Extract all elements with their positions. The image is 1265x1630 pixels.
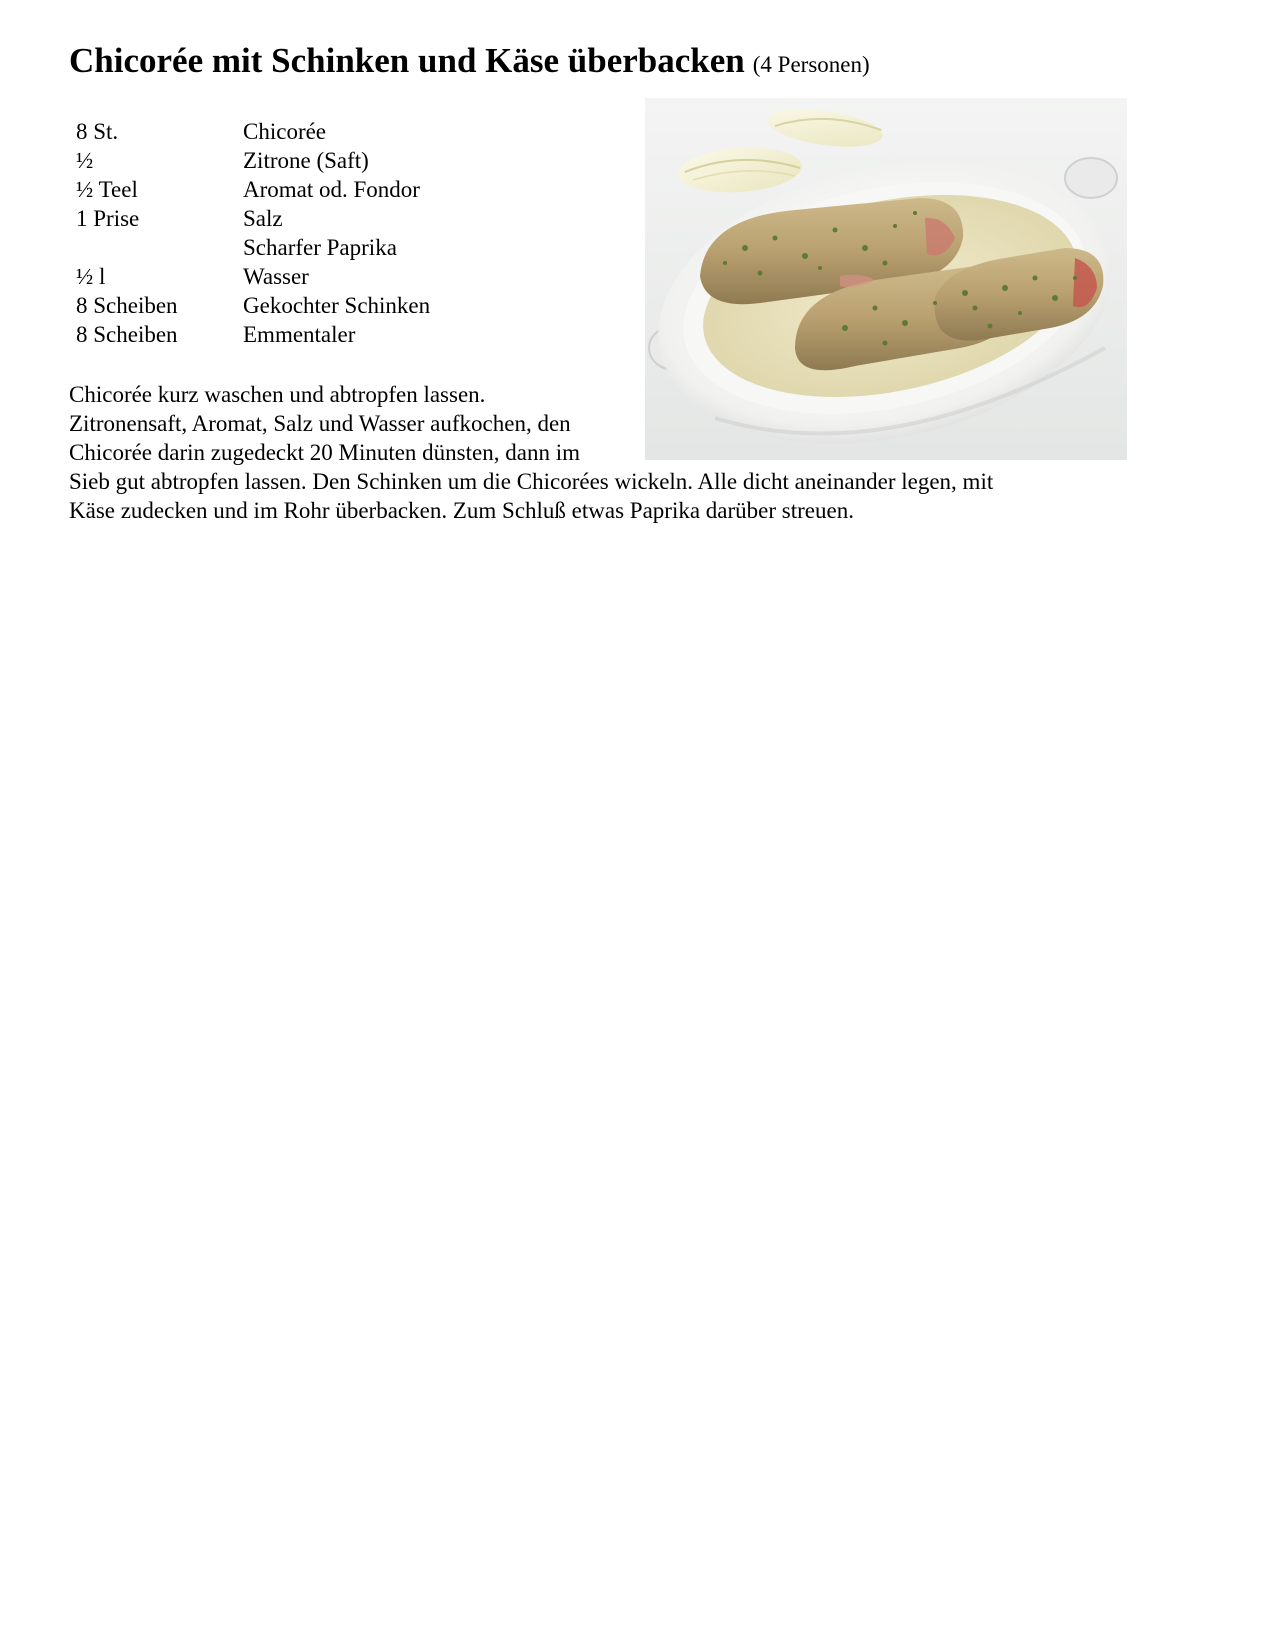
ingredient-quantity: ½ l xyxy=(76,264,106,289)
instruction-line: Chicorée kurz waschen und abtropfen lassen. xyxy=(69,382,486,407)
dish-photo-illustration xyxy=(645,98,1127,460)
ingredient-name: Chicorée xyxy=(243,119,327,144)
ingredient-row xyxy=(69,146,430,175)
recipe-title-text: Chicorée mit Schinken und Käse überbacken xyxy=(69,41,745,80)
ingredient-quantity: ½ Teel xyxy=(76,177,138,202)
instruction-line: Zitronensaft, Aromat, Salz und Wasser aufkochen, den xyxy=(69,411,571,436)
ingredient-row xyxy=(69,204,430,233)
dish-photo xyxy=(645,98,1127,460)
ingredient-name: Salz xyxy=(243,206,283,231)
ingredient-list xyxy=(69,117,430,349)
ingredient-name: Zitrone (Saft) xyxy=(243,148,369,173)
ingredient-name: Aromat od. Fondor xyxy=(243,177,420,202)
instruction-line: Sieb gut abtropfen lassen. Den Schinken um die Chicorées wickeln. Alle dicht aneinander legen, mit xyxy=(69,469,994,494)
instruction-line: Käse zudecken und im Rohr überbacken. Zum Schluß etwas Paprika darüber streuen. xyxy=(69,498,854,523)
ingredient-quantity: ½ xyxy=(76,148,94,173)
ingredient-quantity xyxy=(69,233,236,262)
ingredient-name: Scharfer Paprika xyxy=(243,235,397,260)
ingredient-row xyxy=(69,175,430,204)
instruction-line: Chicorée darin zugedeckt 20 Minuten dünsten, dann im xyxy=(69,440,580,465)
ingredient-quantity: 1 Prise xyxy=(76,206,140,231)
ingredient-name: Gekochter Schinken xyxy=(243,293,431,318)
recipe-servings: (4 Personen) xyxy=(752,52,870,77)
ingredient-name: Emmentaler xyxy=(243,322,356,347)
ingredient-row xyxy=(69,233,430,262)
ingredient-name: Wasser xyxy=(243,264,309,289)
ingredient-row xyxy=(69,291,430,320)
ingredient-quantity: 8 St. xyxy=(76,119,119,144)
ingredient-row xyxy=(69,320,430,349)
ingredient-row xyxy=(69,117,430,146)
recipe-title xyxy=(69,40,870,82)
ingredient-row xyxy=(69,262,430,291)
ingredient-quantity: 8 Scheiben xyxy=(76,293,178,318)
ingredient-quantity: 8 Scheiben xyxy=(76,322,178,347)
